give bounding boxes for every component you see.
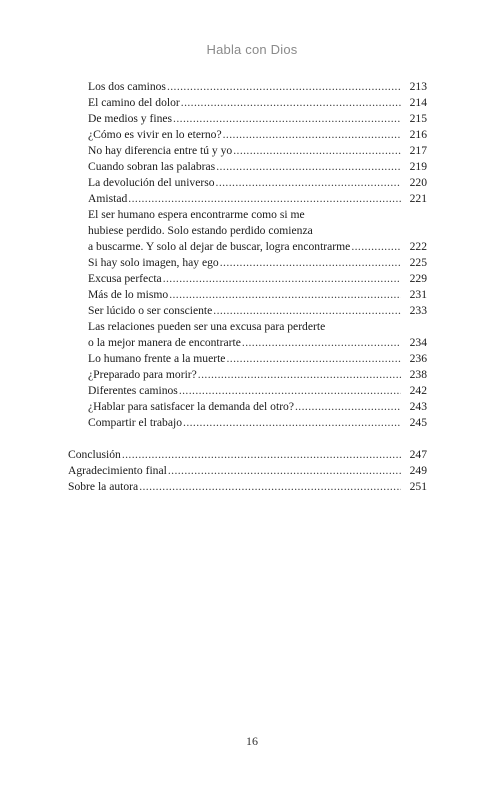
toc-entry-page: 215 bbox=[409, 112, 427, 125]
toc-entry-row bbox=[88, 335, 427, 351]
toc-entry bbox=[88, 303, 427, 319]
toc-entry-row bbox=[88, 159, 427, 175]
dot-leader bbox=[242, 335, 401, 351]
toc-entry-page: 234 bbox=[409, 336, 427, 349]
toc-entry bbox=[88, 191, 427, 207]
toc-entry-title: El camino del dolor bbox=[88, 96, 180, 109]
toc-entry-title: Compartir el trabajo bbox=[88, 416, 183, 429]
dot-leader bbox=[168, 463, 401, 479]
toc-entry-page: 247 bbox=[409, 448, 427, 461]
toc-entry-row bbox=[88, 127, 427, 143]
toc-entry-page: 213 bbox=[409, 80, 427, 93]
toc-entry-row bbox=[88, 415, 427, 431]
dot-leader bbox=[122, 447, 401, 463]
toc-entry-title: o la mejor manera de encontrarte bbox=[88, 336, 241, 349]
toc-entry bbox=[88, 415, 427, 431]
toc-entry-page: 216 bbox=[409, 128, 427, 141]
toc-entry-title: Excusa perfecta bbox=[88, 272, 162, 285]
toc-entry-row bbox=[88, 351, 427, 367]
dot-leader bbox=[139, 479, 401, 495]
toc-entry-title: La devolución del universo bbox=[88, 176, 215, 189]
toc-entry-title: ¿Cómo es vivir en lo eterno? bbox=[88, 128, 222, 141]
toc-entry-row bbox=[88, 239, 427, 255]
dot-leader bbox=[173, 111, 401, 127]
toc-entry bbox=[68, 463, 427, 479]
dot-leader bbox=[351, 239, 401, 255]
toc-entry bbox=[88, 127, 427, 143]
toc-entry-title-line: El ser humano espera encontrarme como si me bbox=[88, 208, 305, 221]
toc-entry-page: 222 bbox=[409, 240, 427, 253]
dot-leader bbox=[216, 175, 401, 191]
toc-entry-title: ¿Preparado para morir? bbox=[88, 368, 197, 381]
toc-entry-page: 219 bbox=[409, 160, 427, 173]
toc-entry-title: Conclusión bbox=[68, 448, 121, 461]
toc-entry-row bbox=[88, 143, 427, 159]
toc-entry bbox=[88, 143, 427, 159]
toc-entry-row bbox=[88, 303, 427, 319]
toc-entry-title: Los dos caminos bbox=[88, 80, 166, 93]
toc-entry-page: 243 bbox=[409, 400, 427, 413]
toc-entry-page: 221 bbox=[409, 192, 427, 205]
toc-entry-row bbox=[88, 383, 427, 399]
toc-entry-page: 233 bbox=[409, 304, 427, 317]
toc-entry-page: 225 bbox=[409, 256, 427, 269]
dot-leader bbox=[213, 303, 401, 319]
toc-entry-page: 238 bbox=[409, 368, 427, 381]
dot-leader bbox=[179, 383, 401, 399]
toc-entry-row bbox=[88, 111, 427, 127]
toc-entry-row bbox=[88, 399, 427, 415]
toc-entry-page: 220 bbox=[409, 176, 427, 189]
toc-entry bbox=[88, 207, 427, 255]
toc-entry bbox=[68, 447, 427, 463]
toc-entry-title: Agradecimiento final bbox=[68, 464, 167, 477]
dot-leader bbox=[198, 367, 401, 383]
running-title: Habla con Dios bbox=[206, 42, 298, 57]
toc-entry-row bbox=[88, 79, 427, 95]
dot-leader bbox=[220, 255, 401, 271]
toc-entry bbox=[88, 79, 427, 95]
toc-entry-title: De medios y fines bbox=[88, 112, 173, 125]
toc-entry-title: Diferentes caminos bbox=[88, 384, 178, 397]
toc-entry-title-line: hubiese perdido. Solo estando perdido comienza bbox=[88, 224, 313, 237]
toc-entry-row bbox=[68, 447, 427, 463]
toc-entry bbox=[88, 287, 427, 303]
toc-entry-page: 251 bbox=[409, 480, 427, 493]
toc-entry bbox=[88, 319, 427, 351]
toc-entry bbox=[88, 383, 427, 399]
toc-entry bbox=[88, 95, 427, 111]
dot-leader bbox=[169, 287, 401, 303]
toc-entry-title: a buscarme. Y solo al dejar de buscar, logra encontrarme bbox=[88, 240, 351, 253]
toc-entry-row bbox=[68, 463, 427, 479]
toc-entry-row bbox=[88, 367, 427, 383]
dot-leader bbox=[181, 95, 401, 111]
toc-entry-row bbox=[88, 191, 427, 207]
toc-entry-page: 229 bbox=[409, 272, 427, 285]
toc-entry-title: Más de lo mismo bbox=[88, 288, 169, 301]
toc-entry-row bbox=[88, 271, 427, 287]
dot-leader bbox=[183, 415, 401, 431]
toc-entry-title: Cuando sobran las palabras bbox=[88, 160, 216, 173]
toc-entry-title: Ser lúcido o ser consciente bbox=[88, 304, 213, 317]
toc-entry bbox=[88, 399, 427, 415]
toc-entry bbox=[88, 351, 427, 367]
dot-leader bbox=[128, 191, 401, 207]
toc-entry-row bbox=[68, 479, 427, 495]
dot-leader bbox=[226, 351, 401, 367]
toc-entry bbox=[88, 367, 427, 383]
toc-entry bbox=[88, 175, 427, 191]
toc-entry-title: ¿Hablar para satisfacer la demanda del otro? bbox=[88, 400, 294, 413]
toc-entry-page: 249 bbox=[409, 464, 427, 477]
toc-entry-row bbox=[88, 287, 427, 303]
toc-entry bbox=[88, 111, 427, 127]
toc-entry bbox=[68, 479, 427, 495]
toc-entry-title: Amistad bbox=[88, 192, 128, 205]
toc-entry-title-line: Las relaciones pueden ser una excusa para perderte bbox=[88, 320, 326, 333]
toc-entry-page: 231 bbox=[409, 288, 427, 301]
toc-entry-page: 245 bbox=[409, 416, 427, 429]
dot-leader bbox=[163, 271, 401, 287]
toc-entry-page: 236 bbox=[409, 352, 427, 365]
toc-entry-page: 214 bbox=[409, 96, 427, 109]
dot-leader bbox=[233, 143, 401, 159]
dot-leader bbox=[295, 399, 401, 415]
toc-entry-row bbox=[88, 175, 427, 191]
toc-entry-title: Si hay solo imagen, hay ego bbox=[88, 256, 219, 269]
toc-entry bbox=[88, 255, 427, 271]
toc-entry bbox=[88, 271, 427, 287]
dot-leader bbox=[167, 79, 401, 95]
toc-entry bbox=[88, 159, 427, 175]
toc-entry-page: 217 bbox=[409, 144, 427, 157]
toc-entry-page: 242 bbox=[409, 384, 427, 397]
toc-entry-title: Sobre la autora bbox=[68, 480, 139, 493]
dot-leader bbox=[223, 127, 401, 143]
toc-entry-row bbox=[88, 95, 427, 111]
page-number: 16 bbox=[246, 734, 258, 748]
dot-leader bbox=[216, 159, 401, 175]
toc-entry-title: Lo humano frente a la muerte bbox=[88, 352, 226, 365]
toc-entry-title: No hay diferencia entre tú y yo bbox=[88, 144, 233, 157]
toc-entry-row bbox=[88, 255, 427, 271]
